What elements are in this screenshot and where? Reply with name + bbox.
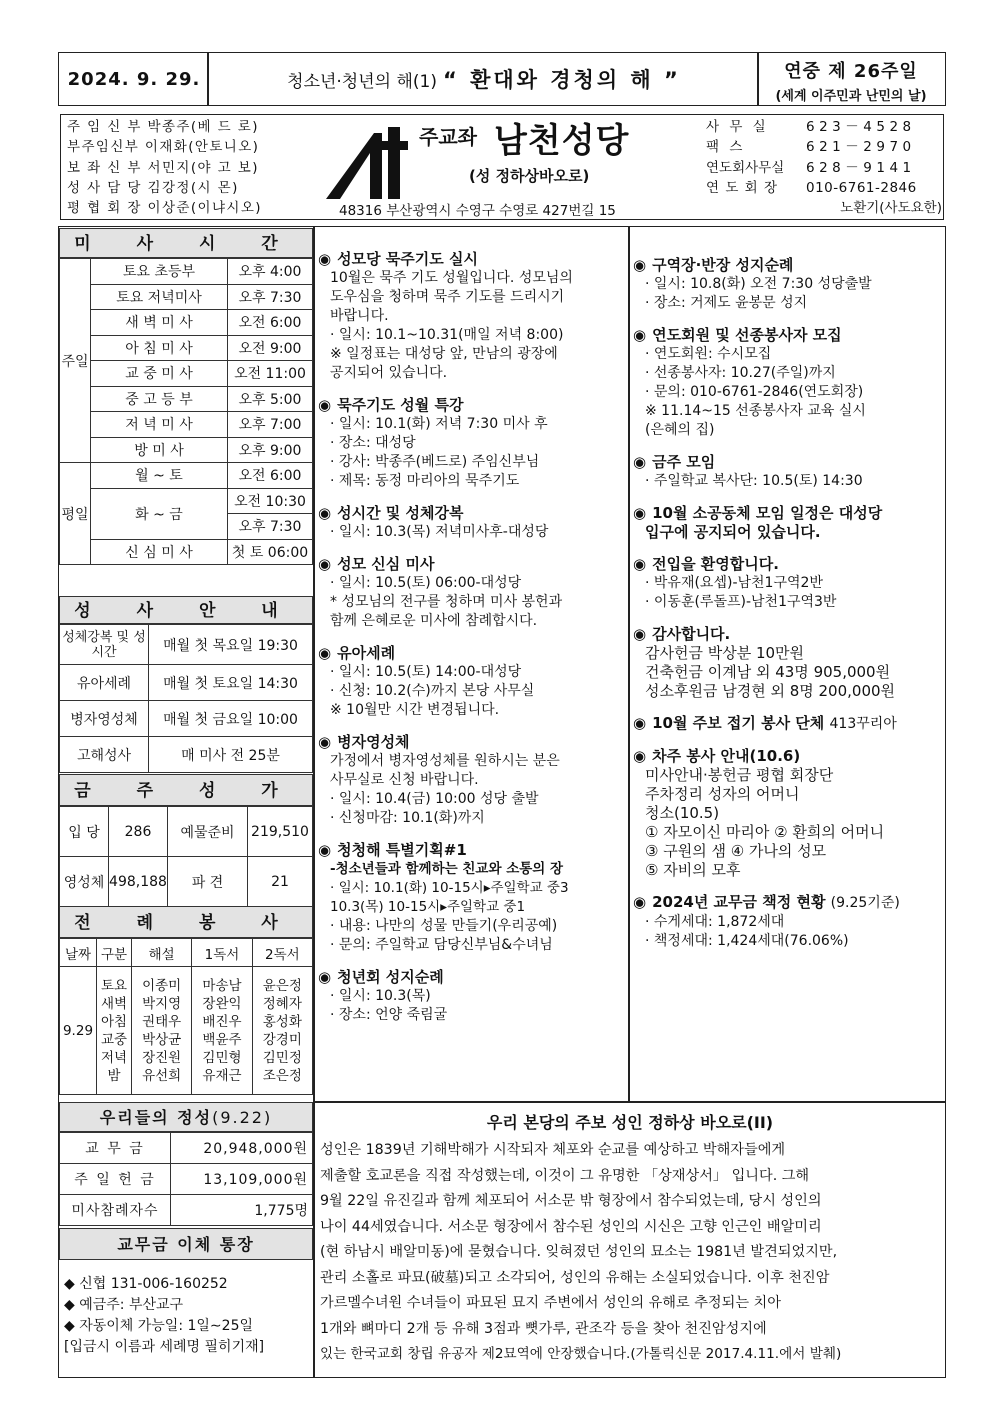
contribution-title: 우리들의 정성(9.22) [59,1102,313,1132]
notice-holy-hour: ◉ 성시간 및 성체강복 · 일시: 10.3(목) 저녁미사후-대성당 [318,504,549,540]
notice-rosary-lecture: ◉ 묵주기도 성월 특강 · 일시: 10.1(화) 저녁 7:30 미사 후 · 장소: 대성당 · 강사: 박종주(베드로) 주임신부님 · 제목: 동정 마리아의 묵주기도 [318,396,548,489]
sacrament-table: 성체강복 및 성시간 매월 첫 목요일 19:30 유아세례 매월 첫 토요일 14:30 병자영성체 매월 첫 금요일 10:00 고해성사 매 미사 전 25분 [59,624,313,773]
notice-thanks: ◉ 감사합니다. 감사헌금 박상분 10만원 건축헌금 이계남 외 43명 905,000원 성소후원금 남경현 외 8명 200,000원 [633,625,896,700]
saint-article-title: 우리 본당의 주보 성인 정하상 바오로(II) [486,1113,774,1132]
notice-young-adult-pilgrimage: ◉ 청년회 성지순례 · 일시: 10.3(목) · 장소: 언양 죽림굴 [318,968,448,1023]
staff-list: 주 임 신 부 박종주(베 드 로) 부주임신부 이재화(안토니오) 보 좌 신 부 서민지(야 고 보) 성 사 담 당 김강정(시 몬) 평 협 회 장 이상준(이냐시오) [67,119,262,217]
notices-middle [318,250,626,1038]
mass-times-title: 미 사 시 간 [59,228,313,258]
liturgy-title: 전 례 봉 사 [59,906,313,938]
parish-info [60,114,944,220]
notice-weekly-meeting: ◉ 금주 모임 · 주일학교 복사단: 10.5(토) 14:30 [633,453,863,489]
bank-info: ◆ 신협 131-006-160252 ◆ 예금주: 부산교구 ◆ 자동이체 가능일: 1일∼25일 [입금시 이름과 세례명 필히기재] [64,1276,265,1355]
parish-logo-icon [326,123,416,199]
hymn-table: 입 당 286 예물준비 219,510 영성체 498,188 파 견 21 [59,806,313,907]
notice-infant-baptism: ◉ 유아세례 · 일시: 10.5(토) 14:00-대성당 · 신청: 10.2(수)까지 본당 사무실 ※ 10월만 시간 변경됩니다. [318,644,535,718]
contact-list: 사 무 실 623－4528 팩 스 621－2970 연도회사무실 628－9141 연 도 회 장 010-6761-2846 노환기(사도요한) [706,119,942,217]
notices-right [633,256,943,964]
address: 48316 부산광역시 수영구 수영로 427번길 15 [339,203,616,219]
sacrament-title: 성 사 안 내 [59,596,313,624]
notice-next-week-service: ◉ 차주 봉사 안내(10.6) 미사안내·봉헌금 평협 회장단 주차정리 성자의 어머니 청소(10.5) ① 자모이신 마리아 ② 환희의 어머니 ③ 구원의 샘 ④ 가나의 성모 ⑤ 자비의 모후 [633,747,885,879]
notice-marian-mass: ◉ 성모 신심 미사 · 일시: 10.5(토) 06:00-대성당 * 성모님의 전구를 청하며 미사 봉헌과 함께 은혜로운 미사에 참례합시다. [318,555,563,629]
patron-saint: (성 정하상바오로) [469,167,590,185]
notice-folding-volunteers: ◉ 10월 주보 접기 봉사 단체 413꾸리아 [633,714,897,732]
notice-community-schedule: ◉ 10월 소공동체 모임 일정은 대성당 입구에 공지되어 있습니다. [633,504,883,541]
liturgical-week: 연중 제 26주일 (세계 이주민과 난민의 날) [775,61,927,104]
liturgy-table: 날짜 구분 해설 1독서 2독서 9.29 토요 새벽 아침 교중 저녁 밤 이종미 박지영 권태우 박상균 장진원 유선희 마송남 장완익 배진우 백윤주 김민형 유재근 윤은정 정혜자 홍성화 강경미 김민정 조은정 [59,938,313,1095]
year-theme: 청소년·청년의 해(1) “ 환대와 경청의 해 ” [287,68,681,92]
notice-welcome: ◉ 전입을 환영합니다. · 박유재(요셉)-남천1구역2반 · 이동훈(루돌프)-남천1구역3반 [633,555,837,610]
issue-date: 2024. 9. 29. [67,68,201,90]
notice-leaders-pilgrimage: ◉ 구역장·반장 성지순례 · 일시: 10.8(화) 오전 7:30 성당출발 · 장소: 거제도 윤봉문 성지 [633,256,872,311]
parish-name: 남천성당 [494,121,630,161]
bank-title: 교무금 이체 통장 [59,1228,313,1260]
contribution-table: 교 무 금 20,948,000원 주 일 헌 금 13,109,000원 미사참례자수 1,775명 [59,1132,313,1226]
notice-rosary: ◉ 성모당 묵주기도 실시 10월은 묵주 기도 성월입니다. 성모님의 도우심을 청하며 묵주 기도를 드리시기 바랍니다. · 일시: 10.1~10.31(매일 저녁 8:00) ※ 일정표는 대성당 앞, 만남의 광장에 공지되어 있습니다. [318,250,573,381]
logo-prefix: 주교좌 [419,125,477,149]
weekday-label: 평일 [60,463,91,565]
notice-sick-communion: ◉ 병자영성체 가정에서 병자영성체를 원하시는 분은 사무실로 신청 바랍니다. · 일시: 10.4(금) 10:00 성당 출발 · 신청마감: 10.1(화)까지 [318,733,560,826]
saint-article-body: 성인은 1839년 기해박해가 시작되자 체포와 순교를 예상하고 박해자들에게 제출할 호교론을 직접 작성했는데, 이것이 그 유명한 「상재상서」 입니다. 그해 9월 22일 유진길과 함께 체포되어 서소문 밖 형장에서 참수되었는데, 당시 성인의 나이 44세였습니다. 서소문 형장에서 참수된 성인의 시신은 고향 인근인 배알미리 (현 하남시 배알미동)에 묻혔습니다. 잊혀졌던 성인의 묘소는 1981년 발견되었지만, 관리 소홀로 파묘(破墓)되고 소각되어, 성인의 유해는 소실되었습니다. 이후 천진암 가르멜수녀원 수녀들이 파묘된 묘지 주변에서 성인의 유해로 추정되는 치아 1개와 뼈마디 2개 등 유해 3점과 뼛가루, 관조각 등을 찾아 천진암성지에 있는 한국교회 창립 유공자 제2묘역에 안장했습니다.(가톨릭신문 2017.4.11.에서 발췌) [320,1142,842,1362]
notice-youth-special: ◉ 청청해 특별기획#1 -청소년들과 함께하는 친교와 소통의 장 · 일시: 10.1(화) 10-15시▸주일학교 중3 10.3(목) 10-15시▸주일학교 중1 · 내용: 나만의 성물 만들기(우리공예) · 문의: 주일학교 담당신부님&수녀님 [318,841,569,953]
sunday-label: 주일 [60,259,91,463]
hymn-title: 금 주 성 가 [59,774,313,806]
notice-volunteer-recruit: ◉ 연도회원 및 선종봉사자 모집 · 연도회원: 수시모집 · 선종봉사자: 10.27(주일)까지 · 문의: 010-6761-2846(연도회장) ※ 11.14~15 선종봉사자 교육 실시 (은혜의 집) [633,326,866,438]
notice-tithe-status: ◉ 2024년 교무금 책정 현황 (9.25기준) · 수게세대: 1,872세대 · 책정세대: 1,424세대(76.06%) [633,893,900,949]
mass-times-table: 주일 토요 초등부 오후 4:00 토요 저녁미사 오후 7:30 새 벽 미 사 오전 6:00 아 침 미 사 오전 9:00 교 중 미 사 오전 11:00 중 고 등 부 오후 5:00 저 녁 미 사 오후 7:00 방 미 사 오후 9:00 평일 월 ~ 토 오전 6:00 화 ~ 금 오전 10:30 오후 7:30 신 심 미 사 첫 토 06:00 [59,258,313,565]
